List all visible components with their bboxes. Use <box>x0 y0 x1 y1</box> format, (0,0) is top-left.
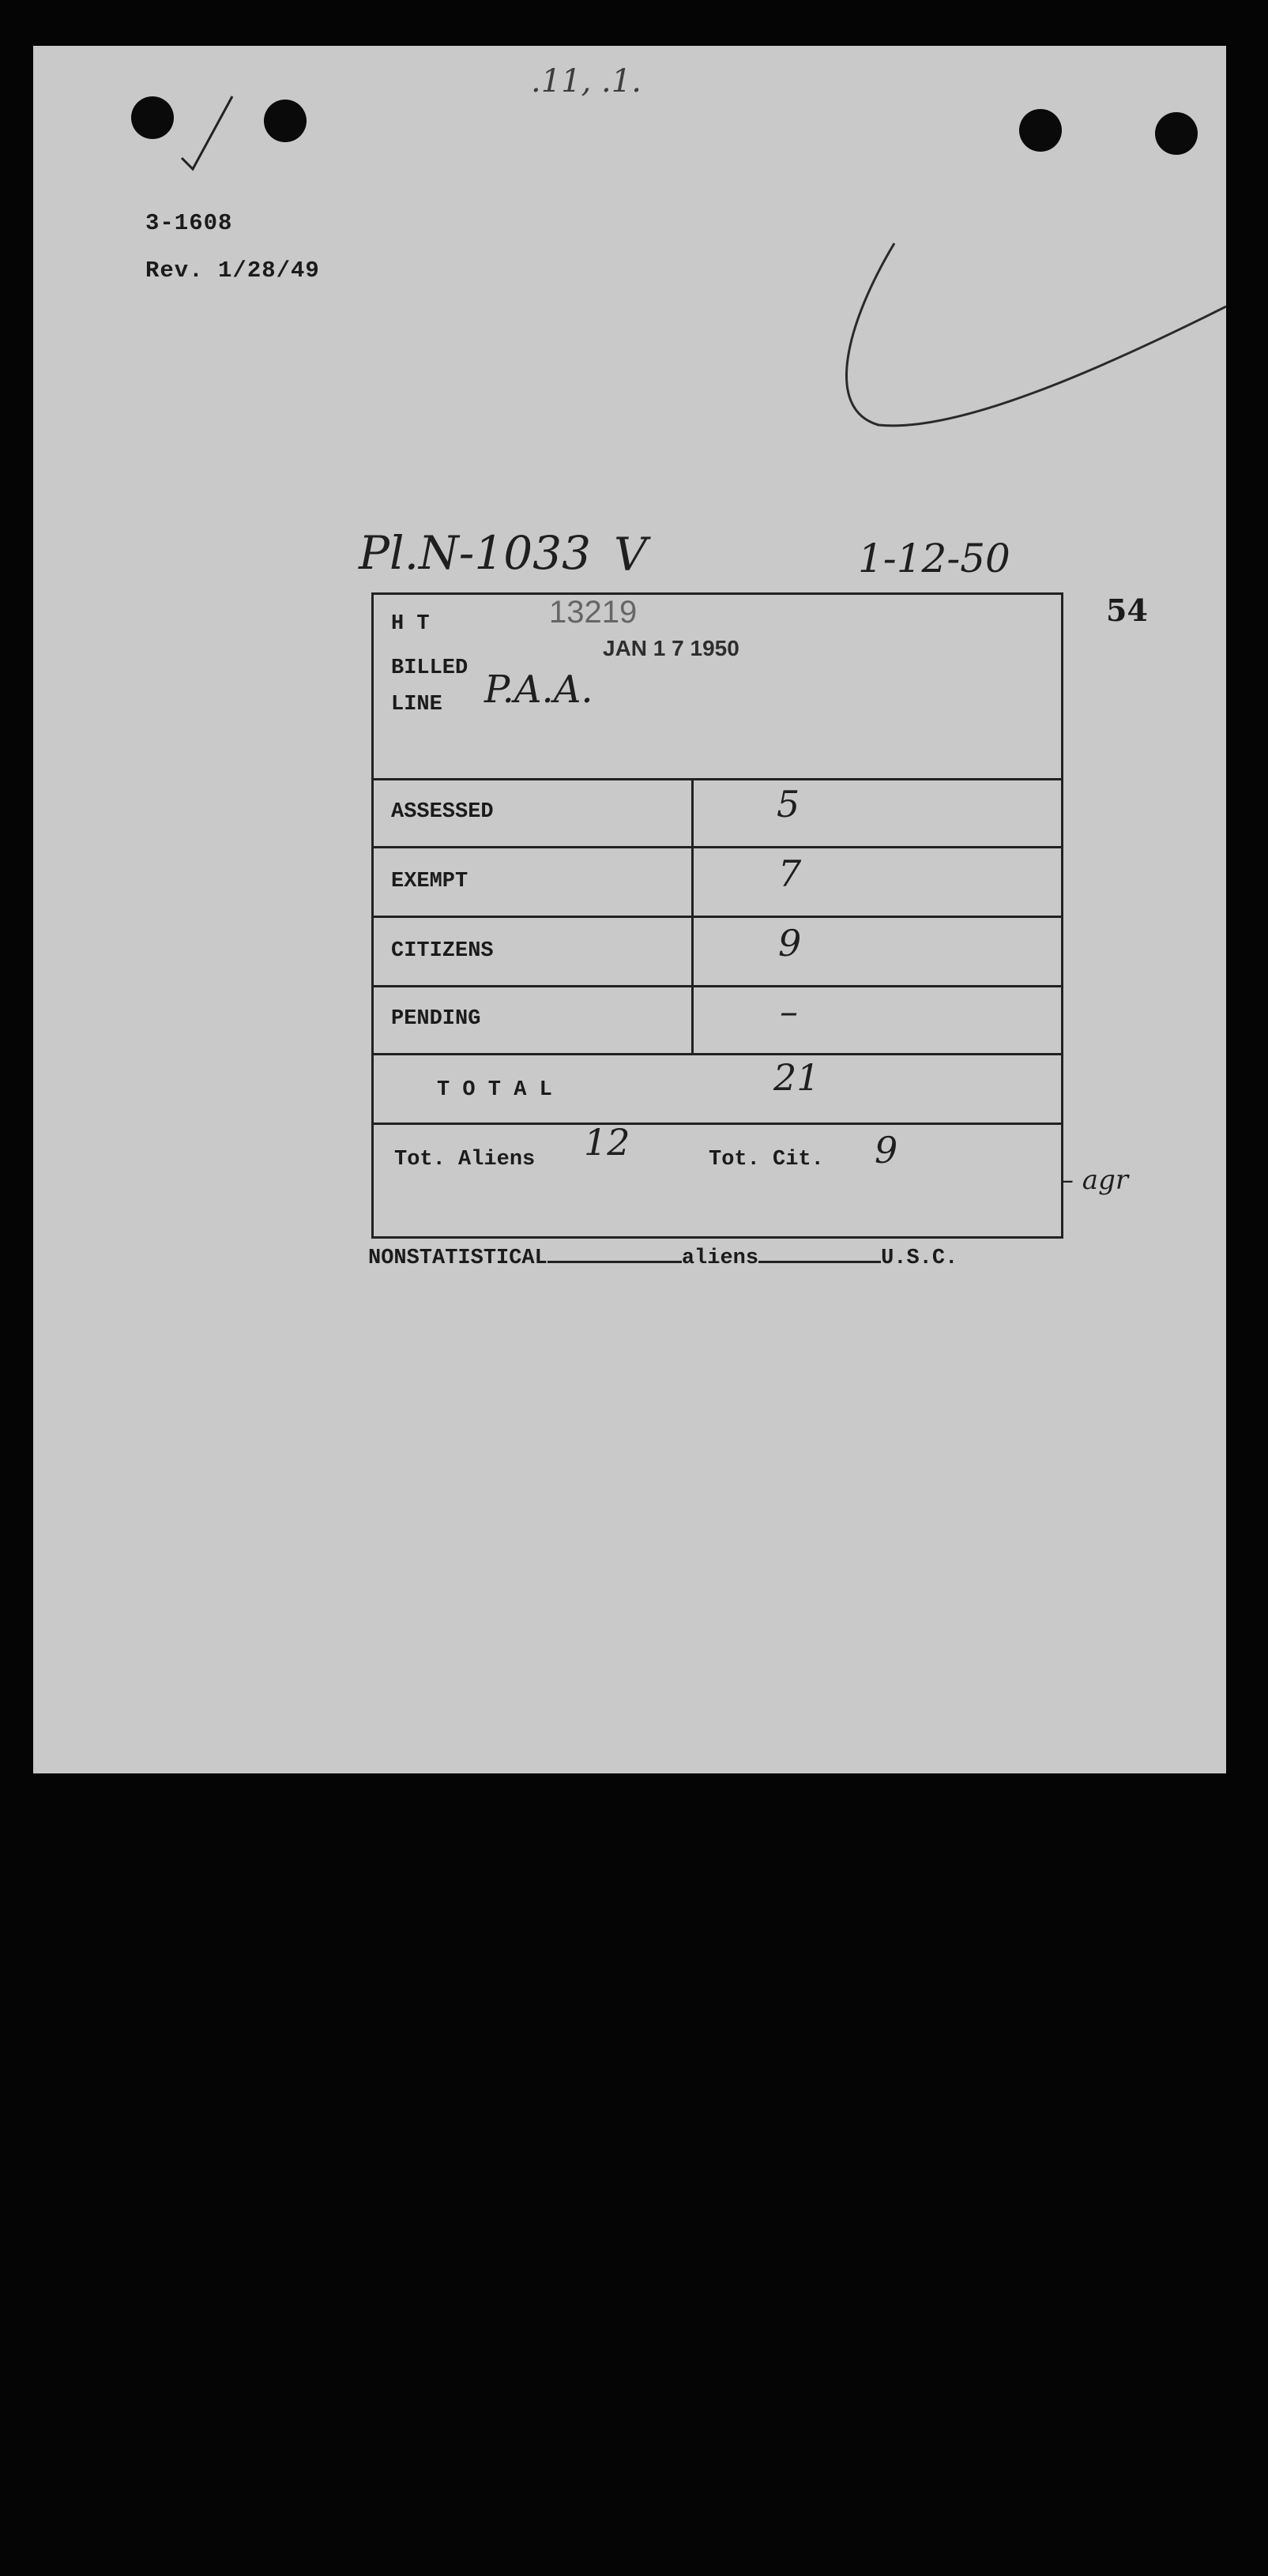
form-divider <box>374 846 1061 848</box>
form-divider <box>374 916 1061 918</box>
row-value-pending: – <box>780 990 798 1032</box>
punch-hole <box>264 100 307 142</box>
tot-aliens-value: 12 <box>584 1121 630 1164</box>
usc-label: U.S.C. <box>881 1247 958 1270</box>
document-page <box>33 46 1226 1773</box>
check-mark-icon <box>149 85 243 180</box>
row-value-citizens: 9 <box>778 922 802 965</box>
handwritten-initials: – agr <box>1060 1164 1129 1196</box>
row-label-citizens: CITIZENS <box>391 939 494 963</box>
row-value-exempt: 7 <box>778 852 802 895</box>
tally-form <box>371 592 1063 1239</box>
line-label: LINE <box>391 693 442 716</box>
ht-label: H T <box>391 612 430 636</box>
swoosh-mark <box>823 188 1226 464</box>
revision-date: Rev. 1/28/49 <box>145 258 320 284</box>
row-value-assessed: 5 <box>777 783 800 825</box>
tot-aliens-label: Tot. Aliens <box>394 1148 536 1171</box>
aliens-label: aliens <box>681 1247 759 1270</box>
tot-cit-label: Tot. Cit. <box>709 1148 824 1171</box>
file-reference: Pl.N-1033 <box>359 526 591 580</box>
aliens-blank <box>758 1261 881 1263</box>
line-value: P.A.A. <box>484 668 593 712</box>
billed-label: BILLED <box>391 656 468 680</box>
tot-cit-value: 9 <box>875 1129 898 1171</box>
page-number: 54 <box>1106 592 1148 628</box>
ht-number: 13219 <box>549 595 638 630</box>
nonstatistical-label: NONSTATISTICAL <box>368 1247 547 1270</box>
form-divider <box>374 1053 1061 1055</box>
total-label: T O T A L <box>437 1078 552 1102</box>
row-label-pending: PENDING <box>391 1007 481 1031</box>
handwritten-date: 1-12-50 <box>858 536 1010 581</box>
nonstatistical-blank <box>547 1261 682 1263</box>
form-column-divider <box>691 778 694 1053</box>
punch-hole <box>1019 109 1062 152</box>
nonstatistical-line <box>368 1247 958 1270</box>
row-label-exempt: EXEMPT <box>391 870 468 893</box>
total-value: 21 <box>773 1056 820 1099</box>
billed-date-stamp: JAN 1 7 1950 <box>603 636 739 660</box>
file-reference-check: V <box>614 528 647 581</box>
form-divider <box>374 985 1061 987</box>
form-divider <box>374 1123 1061 1125</box>
punch-hole <box>1155 112 1198 155</box>
row-label-assessed: ASSESSED <box>391 800 494 824</box>
form-divider <box>374 778 1061 780</box>
top-marks: .11, .1. <box>531 63 642 100</box>
form-number: 3-1608 <box>145 210 233 236</box>
